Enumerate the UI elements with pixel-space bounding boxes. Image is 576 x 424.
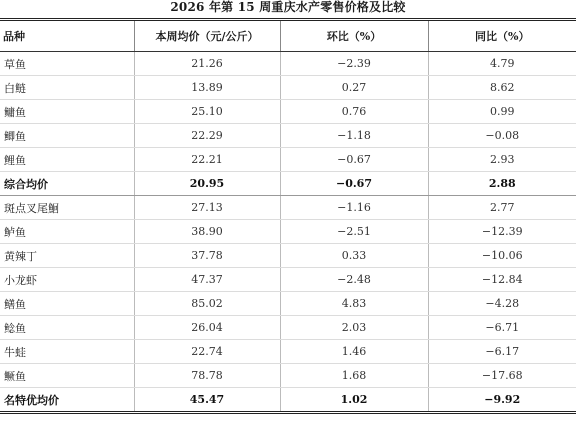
header-row [0, 20, 576, 52]
cell-variety: 斑点叉尾鮰 [0, 196, 134, 220]
header-month-on-month: 环比（%） [280, 20, 428, 52]
cell-yoy: 2.93 [428, 148, 576, 172]
cell-variety: 鲶鱼 [0, 316, 134, 340]
table-body [0, 52, 576, 413]
cell-price: 38.90 [134, 220, 280, 244]
cell-variety: 鲈鱼 [0, 220, 134, 244]
summary-row [0, 388, 576, 413]
cell-yoy: 0.99 [428, 100, 576, 124]
table-row [0, 124, 576, 148]
cell-yoy: −17.68 [428, 364, 576, 388]
cell-mom: −1.18 [280, 124, 428, 148]
cell-mom: −0.67 [280, 148, 428, 172]
table-row [0, 244, 576, 268]
cell-mom: 1.46 [280, 340, 428, 364]
header-weekly-avg-price: 本周均价（元/公斤） [134, 20, 280, 52]
cell-yoy: 8.62 [428, 76, 576, 100]
cell-variety: 牛蛙 [0, 340, 134, 364]
cell-mom: −2.39 [280, 52, 428, 76]
cell-variety: 鲤鱼 [0, 148, 134, 172]
cell-variety: 小龙虾 [0, 268, 134, 292]
table-row [0, 196, 576, 220]
cell-mom: 4.83 [280, 292, 428, 316]
cell-mom: 2.03 [280, 316, 428, 340]
cell-variety: 鳙鱼 [0, 100, 134, 124]
cell-yoy: −9.92 [428, 388, 576, 413]
table-row [0, 76, 576, 100]
cell-yoy: 2.88 [428, 172, 576, 196]
cell-mom: 1.68 [280, 364, 428, 388]
cell-price: 21.26 [134, 52, 280, 76]
table-title: 2026 年第 15 周重庆水产零售价格及比较 [170, 0, 406, 14]
cell-price: 45.47 [134, 388, 280, 413]
summary-row [0, 172, 576, 196]
table-row [0, 340, 576, 364]
cell-variety: 鳝鱼 [0, 292, 134, 316]
table-row [0, 364, 576, 388]
cell-price: 22.29 [134, 124, 280, 148]
cell-mom: −2.51 [280, 220, 428, 244]
cell-yoy: −12.39 [428, 220, 576, 244]
cell-mom: 0.27 [280, 76, 428, 100]
cell-yoy: 2.77 [428, 196, 576, 220]
cell-yoy: −6.17 [428, 340, 576, 364]
cell-variety: 黄辣丁 [0, 244, 134, 268]
cell-variety: 鳜鱼 [0, 364, 134, 388]
table-row [0, 100, 576, 124]
cell-price: 27.13 [134, 196, 280, 220]
cell-price: 22.74 [134, 340, 280, 364]
header-variety: 品种 [0, 20, 134, 52]
header-year-on-year: 同比（%） [428, 20, 576, 52]
cell-mom: −0.67 [280, 172, 428, 196]
cell-yoy: −6.71 [428, 316, 576, 340]
cell-price: 37.78 [134, 244, 280, 268]
cell-variety: 综合均价 [0, 172, 134, 196]
cell-price: 78.78 [134, 364, 280, 388]
cell-mom: 0.76 [280, 100, 428, 124]
table-row [0, 316, 576, 340]
cell-price: 22.21 [134, 148, 280, 172]
table-row [0, 292, 576, 316]
cell-variety: 名特优均价 [4, 393, 59, 407]
cell-yoy: −12.84 [428, 268, 576, 292]
cell-yoy: −0.08 [428, 124, 576, 148]
cell-mom: 1.02 [280, 388, 428, 413]
cell-price: 85.02 [134, 292, 280, 316]
cell-yoy: −10.06 [428, 244, 576, 268]
table-row [0, 52, 576, 76]
cell-mom: 0.33 [280, 244, 428, 268]
cell-variety: 鲫鱼 [0, 124, 134, 148]
cell-variety: 草鱼 [0, 52, 134, 76]
cell-price: 20.95 [134, 172, 280, 196]
cell-mom: −2.48 [280, 268, 428, 292]
cell-yoy: −4.28 [428, 292, 576, 316]
cell-variety: 白鲢 [0, 76, 134, 100]
cell-price: 25.10 [134, 100, 280, 124]
table-row [0, 220, 576, 244]
price-table [0, 18, 576, 414]
table-row [0, 148, 576, 172]
table-row [0, 268, 576, 292]
cell-price: 26.04 [134, 316, 280, 340]
cell-mom: −1.16 [280, 196, 428, 220]
cell-yoy: 4.79 [428, 52, 576, 76]
cell-price: 13.89 [134, 76, 280, 100]
cell-price: 47.37 [134, 268, 280, 292]
table-header [0, 20, 576, 52]
